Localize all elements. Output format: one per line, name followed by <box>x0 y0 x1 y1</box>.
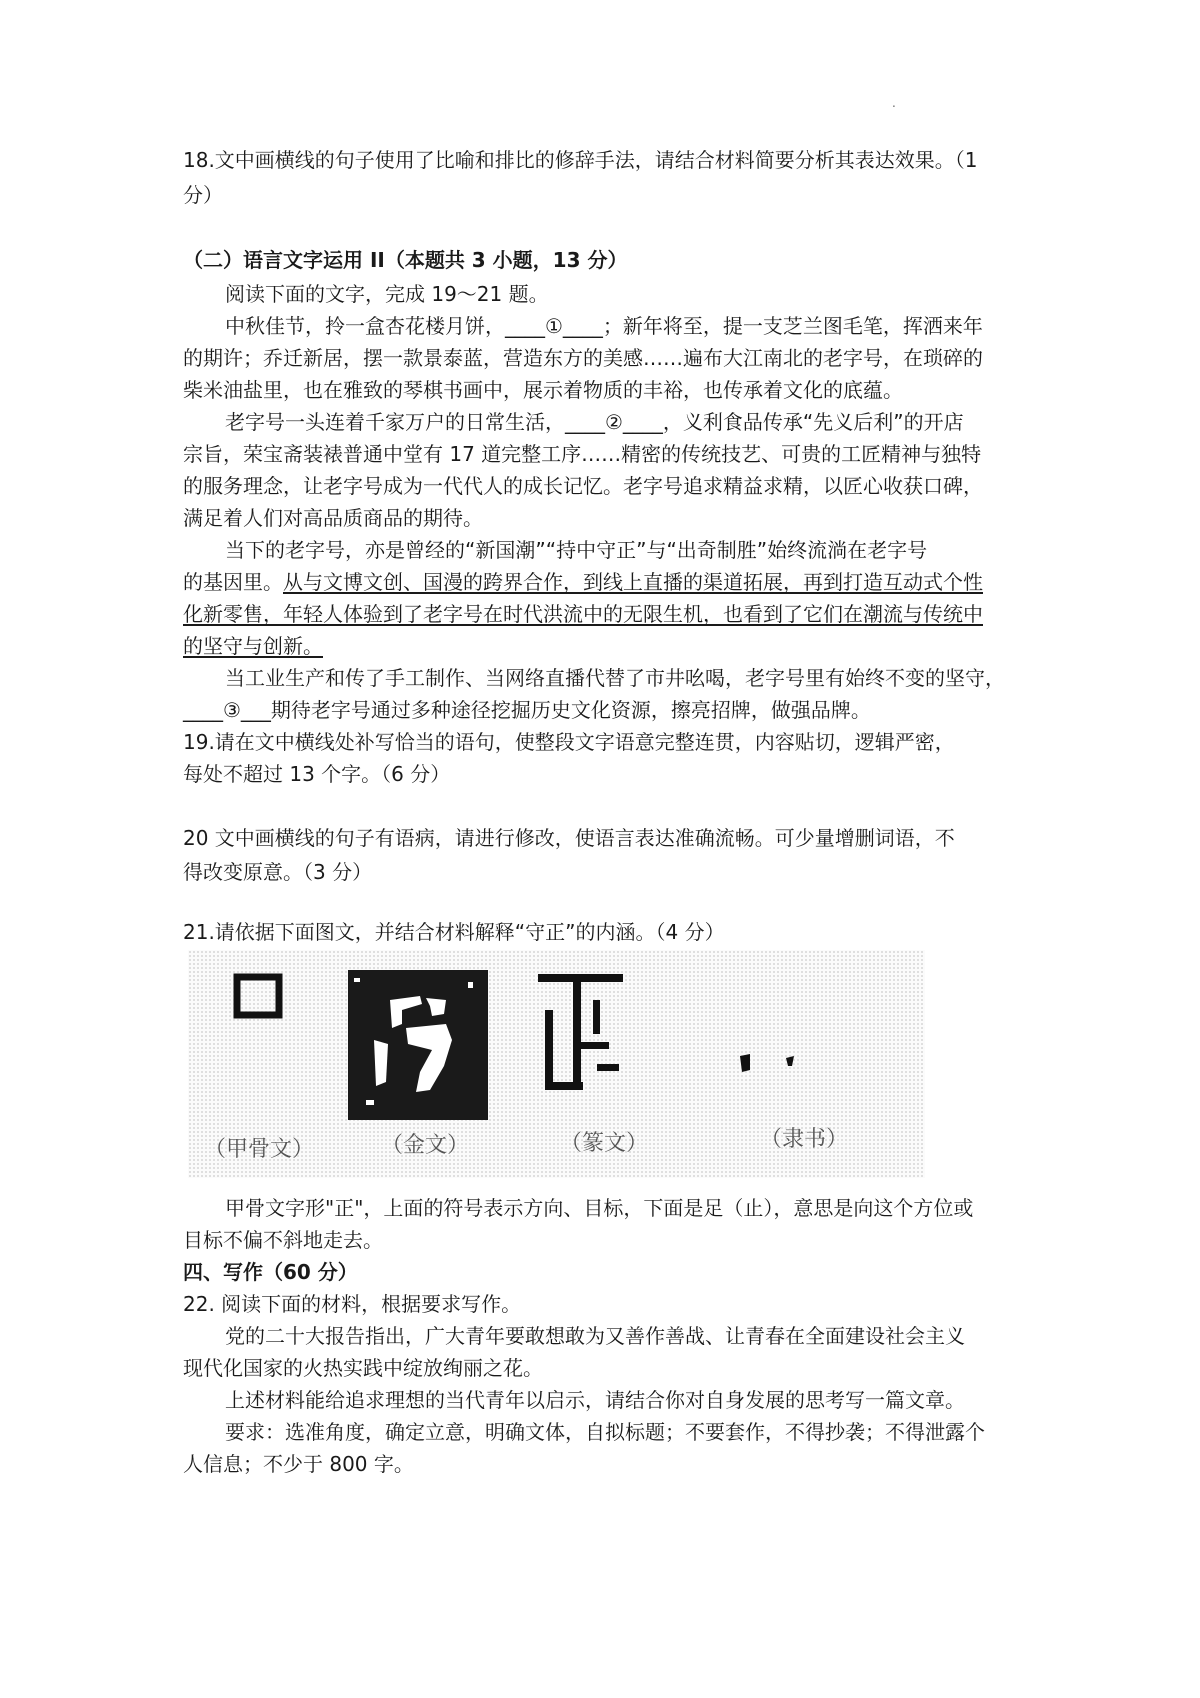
bronze-inscription-glyph <box>348 970 488 1120</box>
q21-prompt: 21.请依据下面图文，并结合材料解释“守正”的内涵。（4 分） <box>183 920 725 944</box>
q20-line-1: 20 文中画横线的句子有语病，请进行修改，使语言表达准确流畅。可少量增删词语，不 <box>183 826 955 850</box>
q20-line-2: 得改变原意。（3 分） <box>183 860 373 884</box>
passage-p3-plain: 的基因里。 <box>183 570 283 594</box>
oracle-bone-glyph <box>232 972 284 1022</box>
q22-material-line-1: 党的二十大报告指出，广大青年要敢想敢为又善作善战、让青春在全面建设社会主义 <box>225 1324 965 1348</box>
passage-p2-line-2: 宗旨，荣宝斋装裱普通中堂有 17 道完整工序……精密的传统技艺、可贵的工匠精神与独特 <box>183 442 982 466</box>
caption-oracle-bone: （甲骨文） <box>204 1137 315 1162</box>
clerical-script-glyph <box>736 1050 806 1080</box>
q22-prompt: 22. 阅读下面的材料，根据要求写作。 <box>183 1292 522 1316</box>
section4-heading: 四、写作（60 分） <box>183 1260 358 1284</box>
q22-material-line-2: 现代化国家的火热实践中绽放绚丽之花。 <box>183 1356 543 1380</box>
caption-seal: （篆文） <box>560 1131 649 1156</box>
q19-line-1: 19.请在文中横线处补写恰当的语句，使整段文字语意完整连贯，内容贴切，逻辑严密， <box>183 730 955 754</box>
fig-note-line-2: 目标不偏不斜地走去。 <box>183 1228 383 1252</box>
passage-p1-line-3: 柴米油盐里，也在雅致的琴棋书画中，展示着物质的丰裕，也传承着文化的底蕴。 <box>183 378 903 402</box>
section2-heading: （二）语言文字运用 II（本题共 3 小题，13 分） <box>183 248 628 272</box>
zheng-character-evolution-figure <box>188 950 925 1178</box>
caption-clerical: （隶书） <box>760 1127 849 1152</box>
passage-p2-line-3: 的服务理念，让老字号成为一代代人的成长记忆。老字号追求精益求精，以匠心收获口碑， <box>183 474 983 498</box>
page-mark: . <box>892 96 896 110</box>
fig-note-line-1: 甲骨文字形"正"，上面的符号表示方向、目标，下面是足（止），意思是向这个方位或 <box>225 1196 974 1220</box>
seal-script-glyph <box>533 968 643 1108</box>
q18-line-2: 分） <box>183 183 223 207</box>
q22-requirements-line-1: 要求：选准角度，确定立意，明确文体，自拟标题；不要套作，不得抄袭；不得泄露个 <box>225 1420 985 1444</box>
passage-p3-line-2 <box>183 570 983 594</box>
underlined-sentence-part-1: 从与文博文创、国漫的跨界合作，到线上直播的渠道拓展，再到打造互动式个性 <box>283 570 983 594</box>
underlined-sentence-part-2: 化新零售，年轻人体验到了老字号在时代洪流中的无限生机，也看到了它们在潮流与传统中 <box>183 602 983 626</box>
passage-p4-line-1: 当工业生产和传了手工制作、当网络直播代替了市井吆喝，老字号里有始终不变的坚守， <box>225 666 1005 690</box>
passage-p2-line-1: 老字号一头连着千家万户的日常生活，____②____，义利食品传承“先义后利”的开店 <box>225 410 964 434</box>
q22-material-line-3: 上述材料能给追求理想的当代青年以启示，请结合你对自身发展的思考写一篇文章。 <box>225 1388 965 1412</box>
passage-p3-line-1: 当下的老字号，亦是曾经的“新国潮”“持中守正”与“出奇制胜”始终流淌在老字号 <box>225 538 928 562</box>
q22-requirements-line-2: 人信息；不少于 800 字。 <box>183 1452 414 1476</box>
underlined-sentence-part-3: 的坚守与创新。 <box>183 634 323 658</box>
section2-intro: 阅读下面的文字，完成 19～21 题。 <box>225 282 549 306</box>
q18-line-1: 18.文中画横线的句子使用了比喻和排比的修辞手法，请结合材料简要分析其表达效果。（1 <box>183 148 978 172</box>
passage-p4-line-2: ____③___期待老字号通过多种途径挖掘历史文化资源，擦亮招牌，做强品牌。 <box>183 698 871 722</box>
passage-p1-line-1: 中秋佳节，拎一盒杏花楼月饼，____①____；新年将至，提一支芝兰图毛笔，挥洒来年 <box>225 314 983 338</box>
q19-line-2: 每处不超过 13 个字。（6 分） <box>183 762 451 786</box>
caption-bronze: （金文） <box>381 1133 470 1158</box>
passage-p2-line-4: 满足着人们对高品质商品的期待。 <box>183 506 483 530</box>
passage-p1-line-2: 的期许；乔迁新居，摆一款景泰蓝，营造东方的美感……遍布大江南北的老字号，在琐碎的 <box>183 346 983 370</box>
